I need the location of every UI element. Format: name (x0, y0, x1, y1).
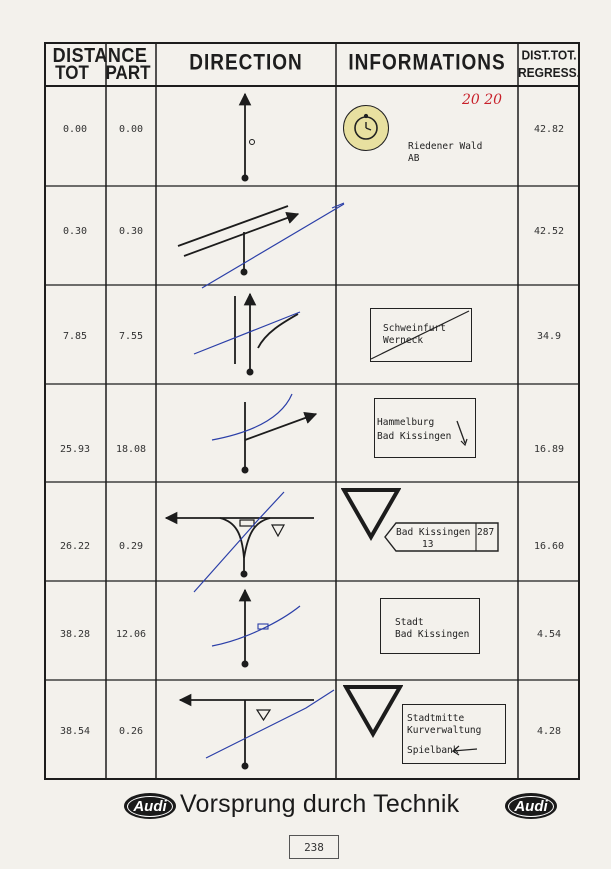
info-row-3-sign (370, 308, 472, 362)
info-row-6-line-2: Bad Kissingen (395, 629, 470, 640)
info-row-7-sign (402, 704, 506, 764)
info-row-3-line-2: Werneck (383, 335, 424, 346)
info-row-5-line-1: Bad Kissingen (396, 527, 471, 538)
audi-logo-left (124, 793, 176, 819)
route-arrow-icon (194, 294, 300, 375)
row-2-part: 0.30 (118, 226, 144, 237)
row-4-tot: 25.93 (59, 444, 91, 455)
roadbook-table (44, 42, 580, 780)
audi-logo-text: Audi (127, 796, 173, 817)
header-part-label: PART (105, 61, 151, 84)
info-row-6-line-1: Stadt (395, 617, 424, 628)
header-direction-label: DIRECTION (189, 51, 303, 76)
info-row-3-line-1: Schweinfurt (383, 323, 446, 334)
row-6-regress: 4.54 (536, 629, 562, 640)
row-4-part: 18.08 (115, 444, 147, 455)
row-3-tot: 7.85 (62, 331, 88, 342)
info-row-7-line-1: Stadtmitte (407, 713, 465, 724)
audi-logo-text: Audi (508, 796, 554, 817)
info-row-7-line-2: Kurverwaltung (407, 725, 482, 736)
row-1-part: 0.00 (118, 124, 144, 135)
route-arrow-icon (180, 690, 334, 769)
row-1-tot: 0.00 (62, 124, 88, 135)
info-row-6-sign (380, 598, 480, 654)
slogan: Vorsprung durch Technik (180, 790, 460, 818)
route-arrow-icon (166, 492, 314, 592)
yield-sign-icon (343, 684, 403, 738)
route-arrow-icon (178, 203, 344, 288)
info-row-4-sign (374, 398, 476, 458)
clock-icon (343, 105, 389, 151)
header-informations-label: INFORMATIONS (348, 51, 506, 76)
row-7-part: 0.26 (118, 726, 144, 737)
info-row-5-sign (384, 522, 500, 552)
row-5-part: 0.29 (118, 541, 144, 552)
info-row-7-line-3: Spielbank (407, 745, 459, 756)
row-2-regress: 42.52 (533, 226, 565, 237)
row-1-regress: 42.82 (533, 124, 565, 135)
page-number: 238 (289, 835, 339, 859)
info-row-1-line-2: AB (408, 153, 420, 164)
row-6-tot: 38.28 (59, 629, 91, 640)
handwritten-note: 20 20 (462, 92, 503, 108)
row-5-tot: 26.22 (59, 541, 91, 552)
row-4-regress: 16.89 (533, 444, 565, 455)
row-3-regress: 34.9 (536, 331, 562, 342)
row-2-tot: 0.30 (62, 226, 88, 237)
route-arrow-icon (242, 94, 255, 181)
row-6-part: 12.06 (115, 629, 147, 640)
route-arrow-icon (212, 590, 300, 667)
info-row-5-distance: 13 (422, 539, 434, 550)
header-dist-tot-label: DIST.TOT. (521, 47, 577, 63)
route-arrow-icon (212, 394, 316, 473)
footer-banner (0, 786, 611, 826)
header-regress-label: REGRESS. (518, 65, 581, 81)
info-row-5-route: 287 (477, 527, 495, 538)
info-row-4-line-2: Bad Kissingen (377, 431, 452, 442)
row-3-part: 7.55 (118, 331, 144, 342)
info-row-4-line-1: Hammelburg (377, 417, 435, 428)
row-7-tot: 38.54 (59, 726, 91, 737)
row-5-regress: 16.60 (533, 541, 565, 552)
audi-logo-right (505, 793, 557, 819)
header-tot-label: TOT (55, 61, 89, 84)
info-row-1-line-1: Riedener Wald (408, 141, 483, 152)
direction-diagrams (44, 42, 580, 780)
row-7-regress: 4.28 (536, 726, 562, 737)
header-distance-label: DISTANCE (52, 43, 148, 67)
